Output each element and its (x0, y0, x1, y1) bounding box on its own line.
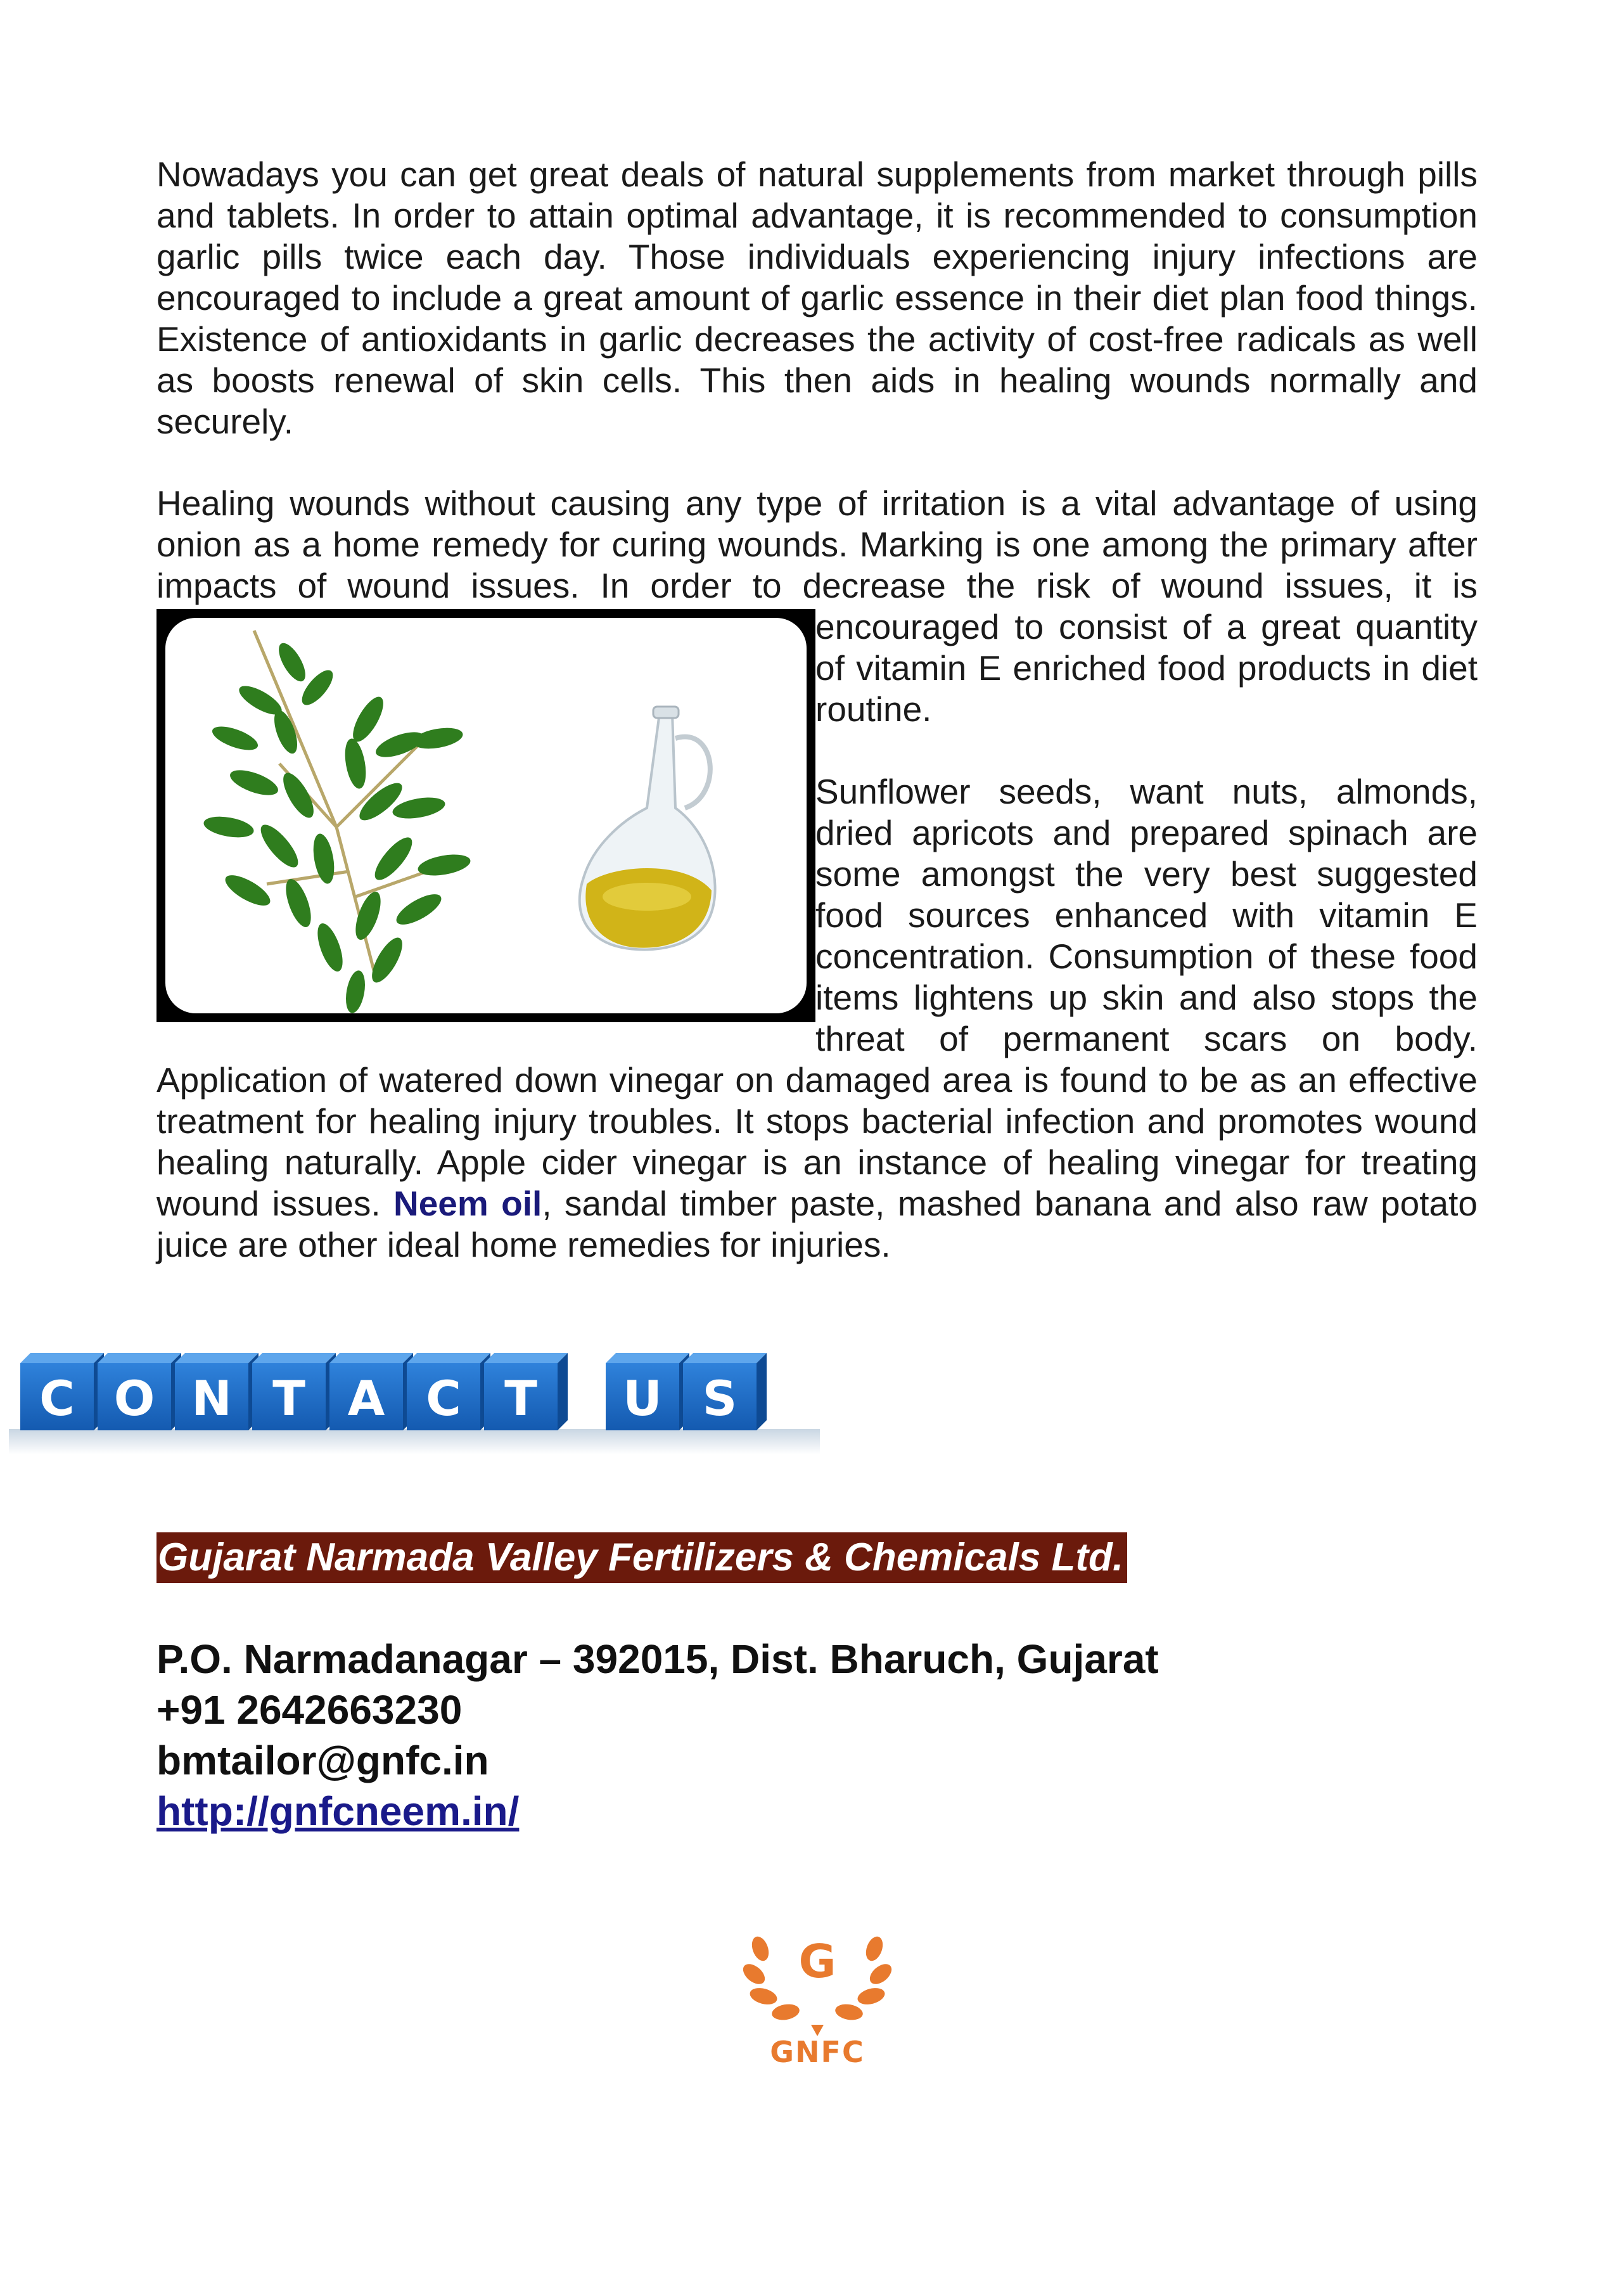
paragraph-onion-vitamin-e (156, 483, 1478, 1266)
neem-oil-link[interactable]: Neem oil (393, 1184, 542, 1223)
neem-leaves-and-oil-illustration (165, 618, 807, 1013)
banner-cube-t (484, 1353, 568, 1430)
banner-letter: A (347, 1370, 385, 1427)
banner-letter: T (504, 1370, 537, 1427)
banner-cube-o (98, 1353, 181, 1430)
neem-oil-image (156, 609, 815, 1022)
banner-letter: C (39, 1370, 75, 1427)
paragraph-sunflower-main: Sunflower seeds, want nuts, almonds, dried apricots and prepared spinach are some amongst the very best suggested food sources enhanced with vitamin E concentration. Consumption of these food items lightens up skin and also stops the threat of permanent scars on body. Application of watered down vinegar on damaged area is found to be as an effective treatment for healing injury troubles. It stops bacterial infection and promotes wound healing naturally. Apple cider vinegar is an instance of healing vinegar for treating wound issues. (156, 772, 1478, 1223)
banner-letter: U (623, 1370, 662, 1427)
paragraph-garlic-text: Nowadays you can get great deals of natural supplements from market through pills and tablets. In order to attain optimal advantage, it is recommended to consumption garlic pills twice each day. Those individuals experiencing injury infections are encouraged to include a great amount of garlic essence in their diet plan food things. Existence of antioxidants in garlic decreases the activity of cost-free radicals as well as boosts renewal of skin cells. This then aids in healing wounds normally and securely. (156, 155, 1478, 441)
logo-letter: G (798, 1935, 836, 1988)
banner-cube-c (407, 1353, 490, 1430)
paragraph-onion-text: Healing wounds without causing any type of irritation is a vital advantage of using onion as a home remedy for curing wounds. Marking is one among the primary after impacts of wound issues. In order to decrease the risk of wound issues, it is encouraged to consist of a great quantity of vitamin E enriched food products in diet routine. (156, 484, 1478, 729)
contact-details (156, 1634, 1159, 1837)
banner-cube-u (606, 1353, 689, 1430)
gnfc-logo (735, 1923, 900, 2088)
contact-us-banner (9, 1347, 820, 1454)
banner-cube-s (683, 1353, 767, 1430)
banner-cube-t (252, 1353, 336, 1430)
phone-number: +91 2642663230 (156, 1687, 463, 1733)
email-address: bmtailor@gnfc.in (156, 1738, 489, 1783)
banner-letter: O (113, 1370, 155, 1427)
banner-cube-n (175, 1353, 259, 1430)
address-line: P.O. Narmadanagar – 392015, Dist. Bharuch, Gujarat (156, 1636, 1159, 1682)
banner-letter: T (272, 1370, 305, 1427)
paragraph-garlic (156, 154, 1478, 442)
banner-letter: S (702, 1370, 738, 1427)
banner-cube-a (329, 1353, 413, 1430)
wheat-wreath-icon (735, 1923, 900, 2044)
banner-letter: C (426, 1370, 461, 1427)
logo-text: GNFC (770, 2035, 865, 2069)
banner-cube-c (20, 1353, 104, 1430)
website-link[interactable]: http://gnfcneem.in/ (156, 1788, 520, 1834)
paragraph-sunflower-end: , sandal timber paste, mashed banana and also raw potato juice are other ideal home remedies for injuries. (156, 1184, 1478, 1264)
company-name: Gujarat Narmada Valley Fertilizers & Chemicals Ltd. (156, 1532, 1127, 1583)
banner-letter: N (191, 1370, 232, 1427)
